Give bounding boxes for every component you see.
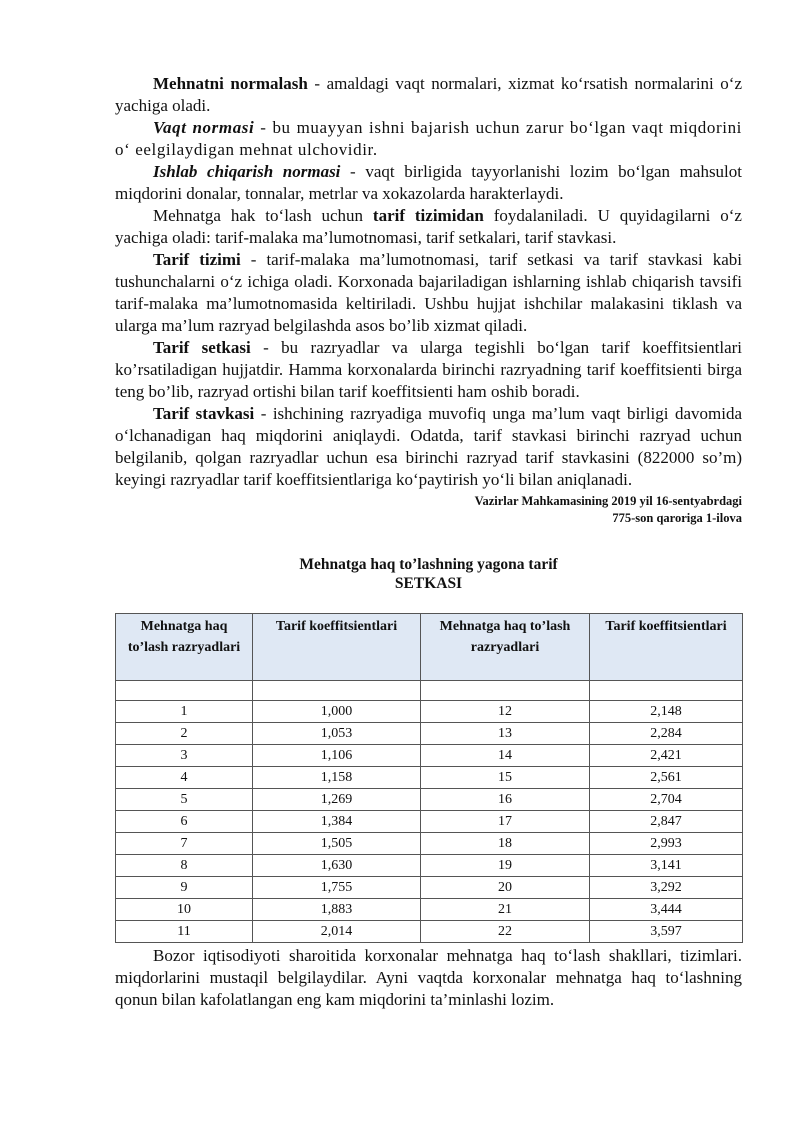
paragraph-tarif-tizimi xyxy=(115,249,742,337)
grade-cell: 19 xyxy=(421,855,590,877)
grade-cell: 7 xyxy=(116,833,253,855)
table-body xyxy=(116,681,743,943)
annex-line-2: 775-son qaroriga 1-ilova xyxy=(612,511,742,525)
coefficient-cell: 1,269 xyxy=(253,789,421,811)
grade-cell: 17 xyxy=(421,811,590,833)
grade-cell: 9 xyxy=(116,877,253,899)
term-ishlab-chiqarish-normasi: Ishlab chiqarish normasi xyxy=(153,162,341,181)
coefficient-cell: 2,148 xyxy=(590,701,743,723)
table-row xyxy=(116,855,743,877)
coefficient-cell: 1,883 xyxy=(253,899,421,921)
table-row xyxy=(116,789,743,811)
paragraph-tarif-stavkasi xyxy=(115,403,742,491)
table-row xyxy=(116,899,743,921)
grade-cell: 18 xyxy=(421,833,590,855)
table-row xyxy=(116,833,743,855)
grade-cell: 12 xyxy=(421,701,590,723)
grade-cell: 6 xyxy=(116,811,253,833)
grade-cell: 4 xyxy=(116,767,253,789)
coefficient-cell: 2,014 xyxy=(253,921,421,943)
paragraph-text: - ishchining razryadiga muvofiq unga ma’lum vaqt birligi davomida o‘lchanadigan haq miqdorini aniqlaydi. Odatda, tarif stavkasi birinchi razryad uchun belgilanib, qolgan razryadlar uchun esa birinchi razryad tarif stavkasini (822000 so’m) keyingi razryadlar tarif koeffitsientlariga ko‘paytirish yo‘li bilan aniqlanadi. xyxy=(115,404,743,489)
coefficient-cell: 3,444 xyxy=(590,899,743,921)
table-header-row xyxy=(116,614,743,681)
paragraph-text: foydalaniladi. U quyidagilarni o‘z yachiga oladi: tarif-malaka ma’lumotnomasi, tarif setkalari, tarif stavkasi. xyxy=(115,206,742,247)
coefficient-cell: 1,384 xyxy=(253,811,421,833)
grade-cell: 16 xyxy=(421,789,590,811)
coefficient-cell: 2,847 xyxy=(590,811,743,833)
grade-cell: 10 xyxy=(116,899,253,921)
header-coefficient-right: Tarif koeffitsientlari xyxy=(590,614,743,681)
tariff-grid-table xyxy=(115,613,743,943)
paragraph-text: - tarif-malaka ma’lumotnomasi, tarif setkasi va tarif stavkasi kabi tushunchalarni o‘z ichiga oladi. Korxonada bajariladigan ishlarning ishlab chiqarish tavsifi tarif-malaka ma’lumotnomasida keltiriladi. Ushbu hujjat ishchilar malakasini tiklash va ularga ma’lum razryad belgilashda asos bo’lib xizmat qiladi. xyxy=(115,250,743,335)
coefficient-cell: 2,704 xyxy=(590,789,743,811)
coefficient-cell: 1,505 xyxy=(253,833,421,855)
grade-cell: 22 xyxy=(421,921,590,943)
term-mehnatni-normalash: Mehnatni normalash xyxy=(153,74,308,93)
coefficient-cell: 1,755 xyxy=(253,877,421,899)
table-row xyxy=(116,811,743,833)
coefficient-cell: 2,561 xyxy=(590,767,743,789)
coefficient-cell: 2,421 xyxy=(590,745,743,767)
table-row xyxy=(116,767,743,789)
paragraph-tarif-setkasi xyxy=(115,337,742,403)
grade-cell: 5 xyxy=(116,789,253,811)
grade-cell: 1 xyxy=(116,701,253,723)
table-spacer-row xyxy=(116,681,743,701)
table-row xyxy=(116,745,743,767)
paragraph-text: - amaldagi vaqt normalari, xizmat ko‘rsatish normalarini o‘z yachiga oladi. xyxy=(115,74,743,115)
empty-cell xyxy=(116,681,253,701)
paragraph-bozor-iqtisodiyoti xyxy=(115,945,742,1011)
empty-cell xyxy=(253,681,421,701)
grade-cell: 14 xyxy=(421,745,590,767)
grade-cell: 2 xyxy=(116,723,253,745)
table-row xyxy=(116,921,743,943)
coefficient-cell: 3,597 xyxy=(590,921,743,943)
paragraph-text: - bu muayyan ishni bajarish uchun zarur bo‘lgan vaqt miqdorini o‘ eelgilaydigan mehnat ulchovidir. xyxy=(115,118,742,159)
paragraph-vaqt-normasi xyxy=(115,117,742,161)
grade-cell: 21 xyxy=(421,899,590,921)
coefficient-cell: 2,284 xyxy=(590,723,743,745)
paragraph-text: Bozor iqtisodiyoti sharoitida korxonalar mehnatga haq to‘lash shakllari, tizimlari. miqdorlarini mustaqil belgilaydilar. Ayni vaqtda korxonalar mehnatga haq to‘lashning qonun bilan kafolatlangan eng kam miqdorini ta’minlashi lozim. xyxy=(115,946,742,1009)
header-grade-right: Mehnatga haq to’lash razryadlari xyxy=(421,614,590,681)
coefficient-cell: 2,993 xyxy=(590,833,743,855)
header-grade-left: Mehnatga haq to’lash razryadlari xyxy=(116,614,253,681)
empty-cell xyxy=(590,681,743,701)
table-row xyxy=(116,877,743,899)
grade-cell: 20 xyxy=(421,877,590,899)
coefficient-cell: 1,053 xyxy=(253,723,421,745)
term-tarif-setkasi: Tarif setkasi xyxy=(153,338,251,357)
grade-cell: 3 xyxy=(116,745,253,767)
empty-cell xyxy=(421,681,590,701)
grade-cell: 8 xyxy=(116,855,253,877)
table-row xyxy=(116,701,743,723)
term-tarif-tizimi: Tarif tizimi xyxy=(153,250,241,269)
paragraph-mehnatni-normalash xyxy=(115,73,742,117)
paragraph-ishlab-chiqarish-normasi xyxy=(115,161,742,205)
term-tarif-stavkasi: Tarif stavkasi xyxy=(153,404,255,423)
term-vaqt-normasi: Vaqt normasi xyxy=(153,118,255,137)
table-title xyxy=(115,555,742,593)
document-body xyxy=(115,73,742,1011)
coefficient-cell: 1,158 xyxy=(253,767,421,789)
term-tarif-tizimidan: tarif tizimidan xyxy=(372,206,484,225)
annex-line-1: Vazirlar Mahkamasining 2019 yil 16-sentyabrdagi xyxy=(474,494,742,508)
header-coefficient-left: Tarif koeffitsientlari xyxy=(253,614,421,681)
table-title-line-1: Mehnatga haq to’lashning yagona tarif xyxy=(299,556,558,573)
table-row xyxy=(116,723,743,745)
coefficient-cell: 3,141 xyxy=(590,855,743,877)
annex-reference xyxy=(115,493,742,527)
paragraph-text: - vaqt birligida tayyorlanishi lozim bo‘lgan mahsulot miqdorini donalar, tonnalar, metrlar va xokazolarda harakterlaydi. xyxy=(115,162,743,203)
grade-cell: 11 xyxy=(116,921,253,943)
grade-cell: 13 xyxy=(421,723,590,745)
paragraph-text: Mehnatga hak to‘lash uchun xyxy=(153,206,373,225)
table-title-line-2: SETKASI xyxy=(394,575,463,592)
coefficient-cell: 1,106 xyxy=(253,745,421,767)
paragraph-text: - bu razryadlar va ularga tegishli bo‘lgan tarif koeffitsientlari ko’rsatiladigan hujjatdir. Hamma korxonalarda birinchi razryadning tarif koeffitsienti birga teng bo’lib, razryad ortishi bilan tarif koeffitsienti ham oshib boradi. xyxy=(115,338,743,401)
paragraph-tarif-tizimidan xyxy=(115,205,742,249)
coefficient-cell: 3,292 xyxy=(590,877,743,899)
coefficient-cell: 1,000 xyxy=(253,701,421,723)
grade-cell: 15 xyxy=(421,767,590,789)
coefficient-cell: 1,630 xyxy=(253,855,421,877)
